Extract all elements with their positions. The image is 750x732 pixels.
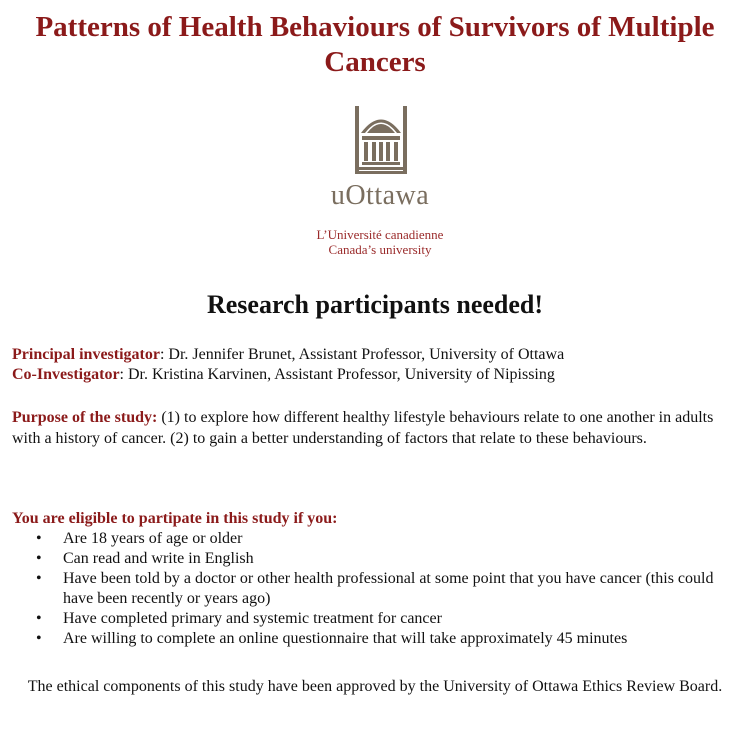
list-item [0,529,740,549]
bullet-icon: • [36,530,42,547]
eligibility-list [0,529,740,649]
co-investigator-label: Co-Investigator [12,366,120,383]
building-icon [353,106,409,174]
list-item [0,549,740,569]
eligibility-heading: You are eligible to partipate in this study if you: [12,510,338,527]
bullet-icon: • [36,550,42,567]
list-item-text: Have completed primary and systemic treatment for cancer [63,610,442,627]
co-investigator [12,365,555,385]
purpose-text: (1) to explore how different healthy lifestyle behaviours relate to one another in adults with a history of cancer. (2) to gain a better understanding of factors that relate to these behaviours. [12,409,714,447]
bullet-icon: • [36,610,42,627]
principal-investigator-text: : Dr. Jennifer Brunet, Assistant Professor, University of Ottawa [159,346,565,363]
list-item [0,629,740,649]
list-item-text: Are willing to complete an online questionnaire that will take approximately 45 minutes [63,630,628,647]
bullet-icon: • [36,570,42,587]
list-item-text: Have been told by a doctor or other health professional at some point that you have cancer (this could have been recently or years ago) [63,570,714,607]
principal-investigator-label: Principal investigator [12,346,160,363]
co-investigator-text: : Dr. Kristina Karvinen, Assistant Professor, University of Nipissing [119,366,555,383]
ethics-statement: The ethical components of this study have been approved by the University of Ottawa Ethics Review Board. [27,678,723,695]
list-item [0,569,740,609]
list-item-text: Can read and write in English [63,550,254,567]
list-item-text: Are 18 years of age or older [63,530,243,547]
principal-investigator [12,345,564,365]
flyer-title: Patterns of Health Behaviours of Survivors of Multiple Cancers [35,11,715,78]
uottawa-wordmark: uOttawa [330,180,430,211]
logo-tagline-en: Canada’s university [328,242,432,257]
purpose-paragraph [12,407,742,449]
bullet-icon: • [36,630,42,647]
recruitment-heading: Research participants needed! [206,290,544,319]
logo-tagline-fr: L’Université canadienne [316,227,444,242]
list-item [0,609,740,629]
purpose-label: Purpose of the study: [12,409,158,426]
